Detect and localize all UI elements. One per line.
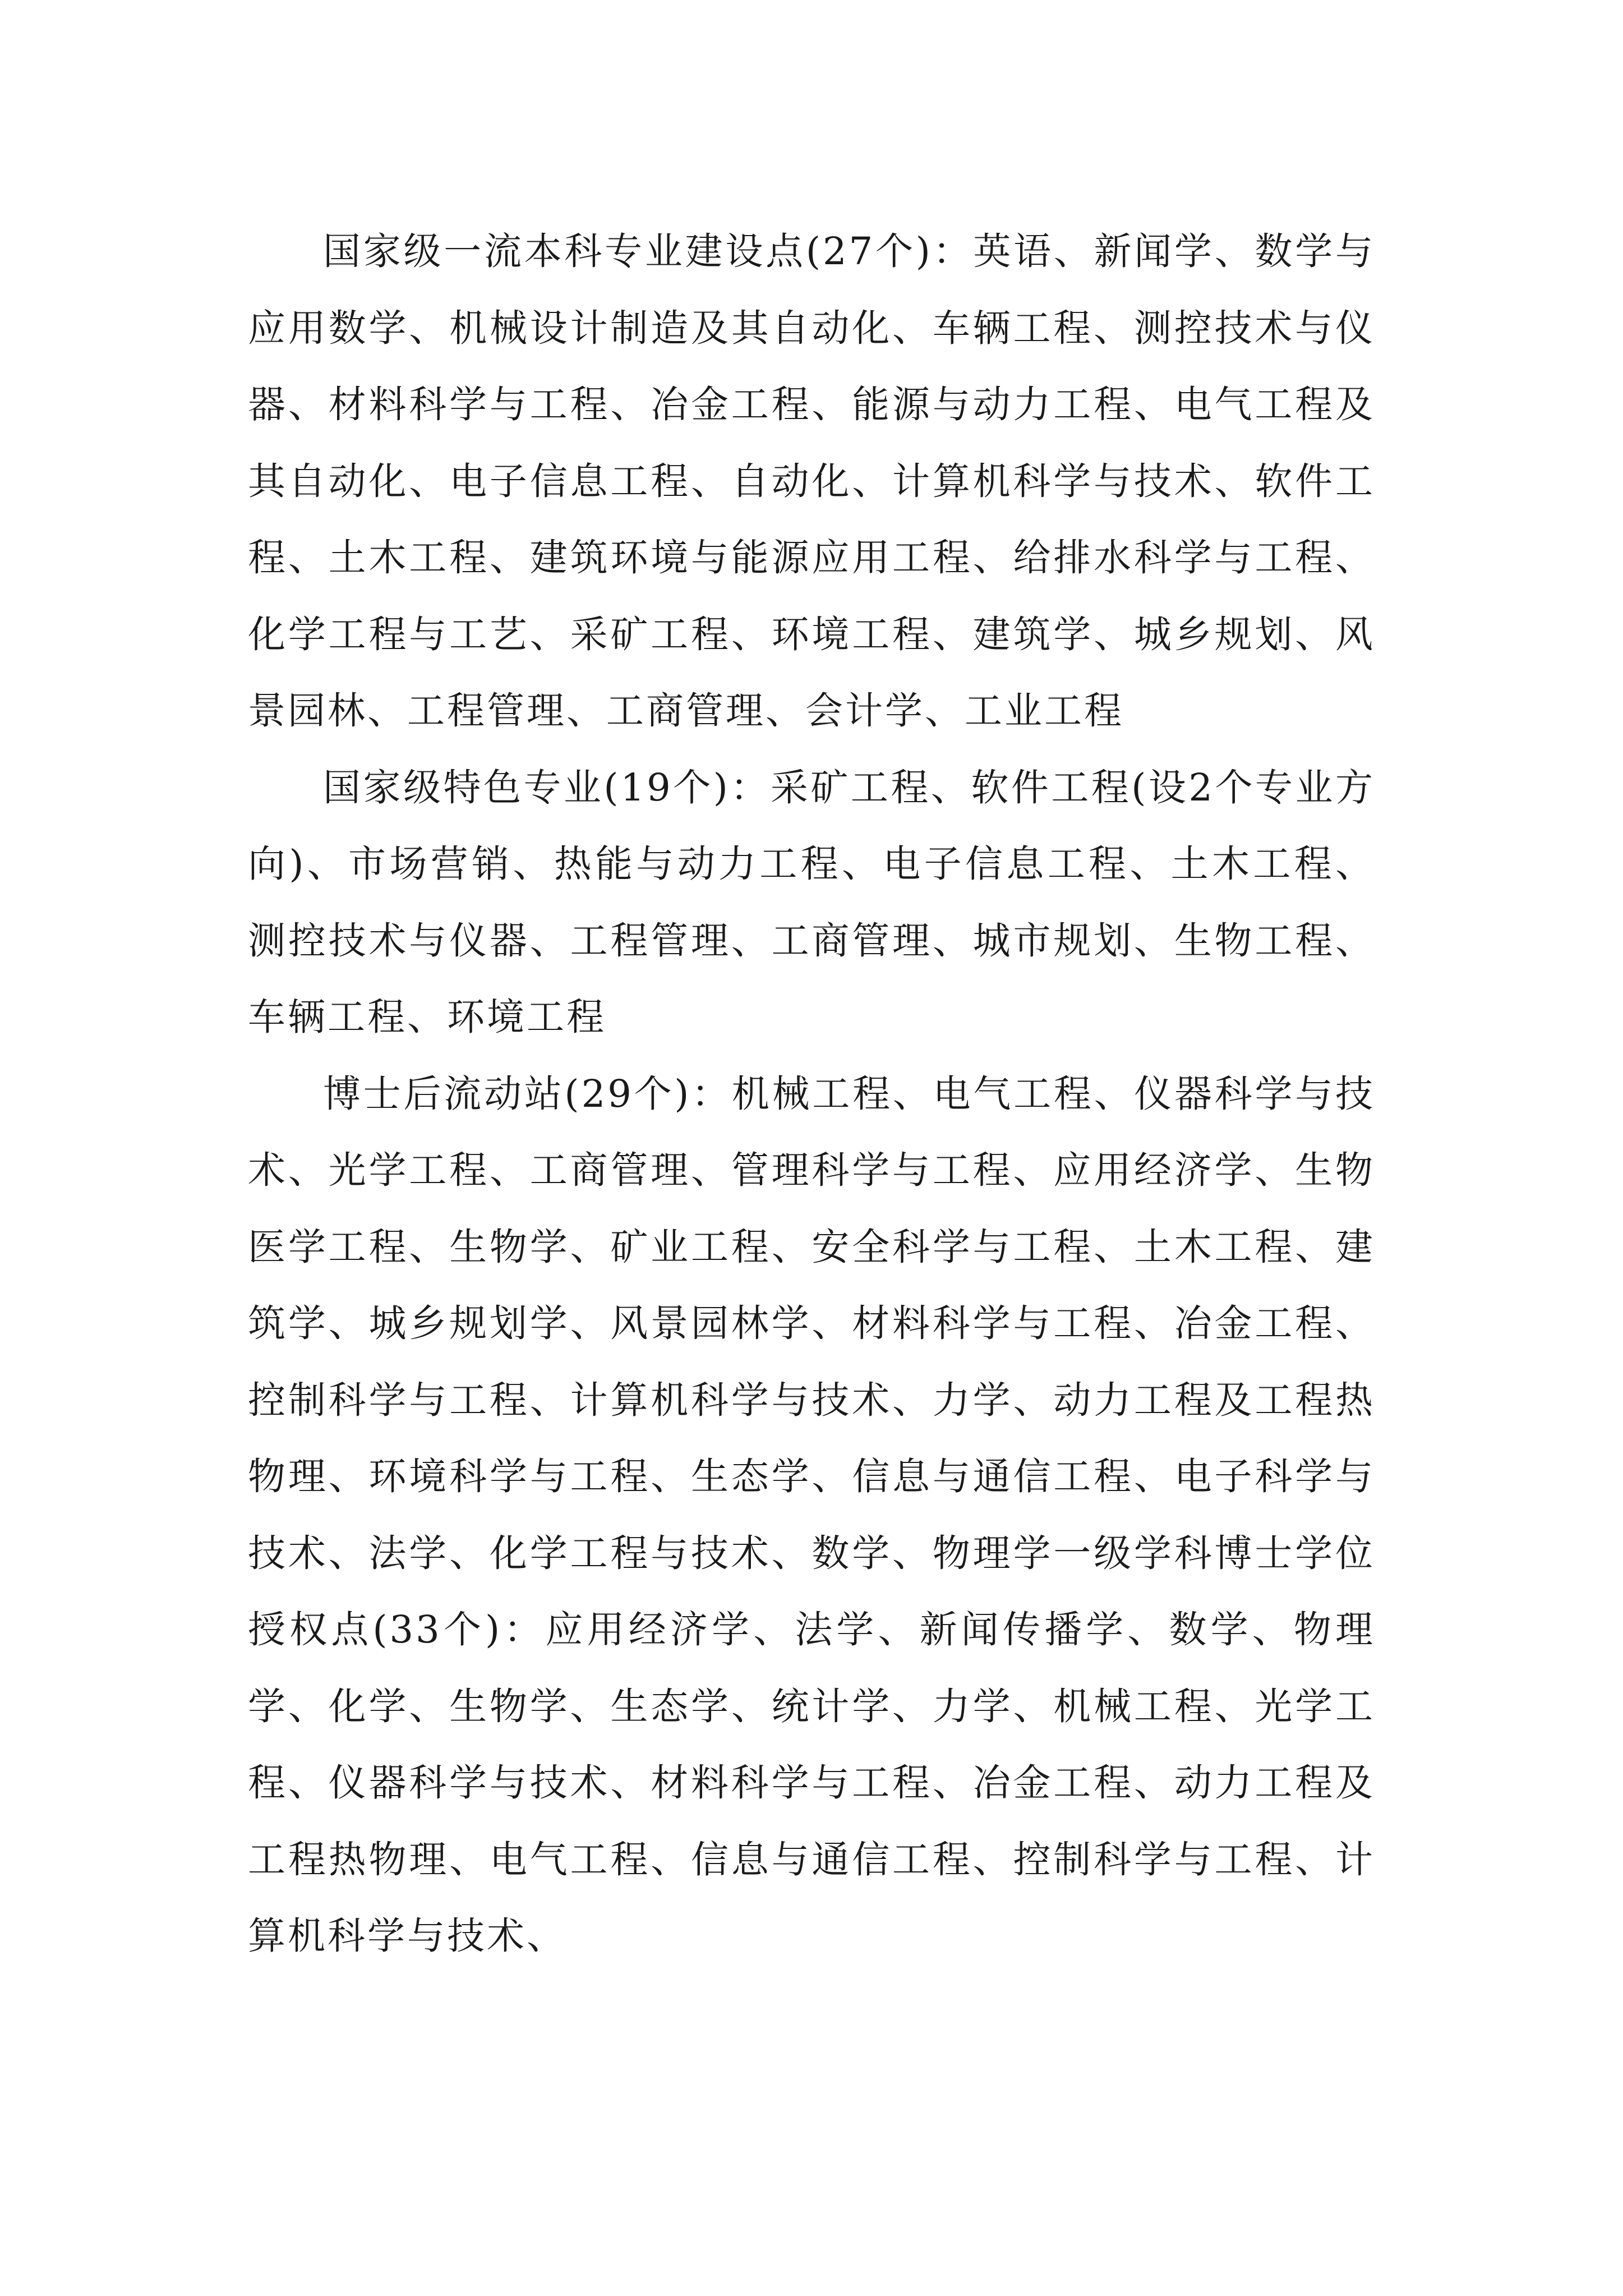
paragraph-featured-majors: 国家级特色专业(19个)：采矿工程、软件工程(设2个专业方向)、市场营销、热能与动力工程、电子信息工程、土木工程、测控技术与仪器、工程管理、工商管理、城市规划、生物工程、车辆工程、环境工程	[248, 765, 1375, 1039]
paragraph-first-class-majors: 国家级一流本科专业建设点(27个)：英语、新闻学、数学与应用数学、机械设计制造及其自动化、车辆工程、测控技术与仪器、材料科学与工程、冶金工程、能源与动力工程、电气工程及其自动化、电子信息工程、自动化、计算机科学与技术、软件工程、土木工程、建筑环境与能源应用工程、给排水科学与工程、化学工程与工艺、采矿工程、环境工程、建筑学、城乡规划、风景园林、工程管理、工商管理、会计学、工业工程	[248, 229, 1375, 733]
paragraph-postdoc-stations: 博士后流动站(29个)：机械工程、电气工程、仪器科学与技术、光学工程、工商管理、管理科学与工程、应用经济学、生物医学工程、生物学、矿业工程、安全科学与工程、土木工程、建筑学、城乡规划学、风景园林学、材料科学与工程、冶金工程、控制科学与工程、计算机科学与技术、力学、动力工程及工程热物理、环境科学与工程、生态学、信息与通信工程、电子科学与技术、法学、化学工程与技术、数学、物理学一级学科博士学位授权点(33个)：应用经济学、法学、新闻传播学、数学、物理学、化学、生物学、生态学、统计学、力学、机械工程、光学工程、仪器科学与技术、材料科学与工程、冶金工程、动力工程及工程热物理、电气工程、信息与通信工程、控制科学与工程、计算机科学与技术、	[248, 1071, 1375, 1958]
document-body	[248, 213, 1375, 1975]
